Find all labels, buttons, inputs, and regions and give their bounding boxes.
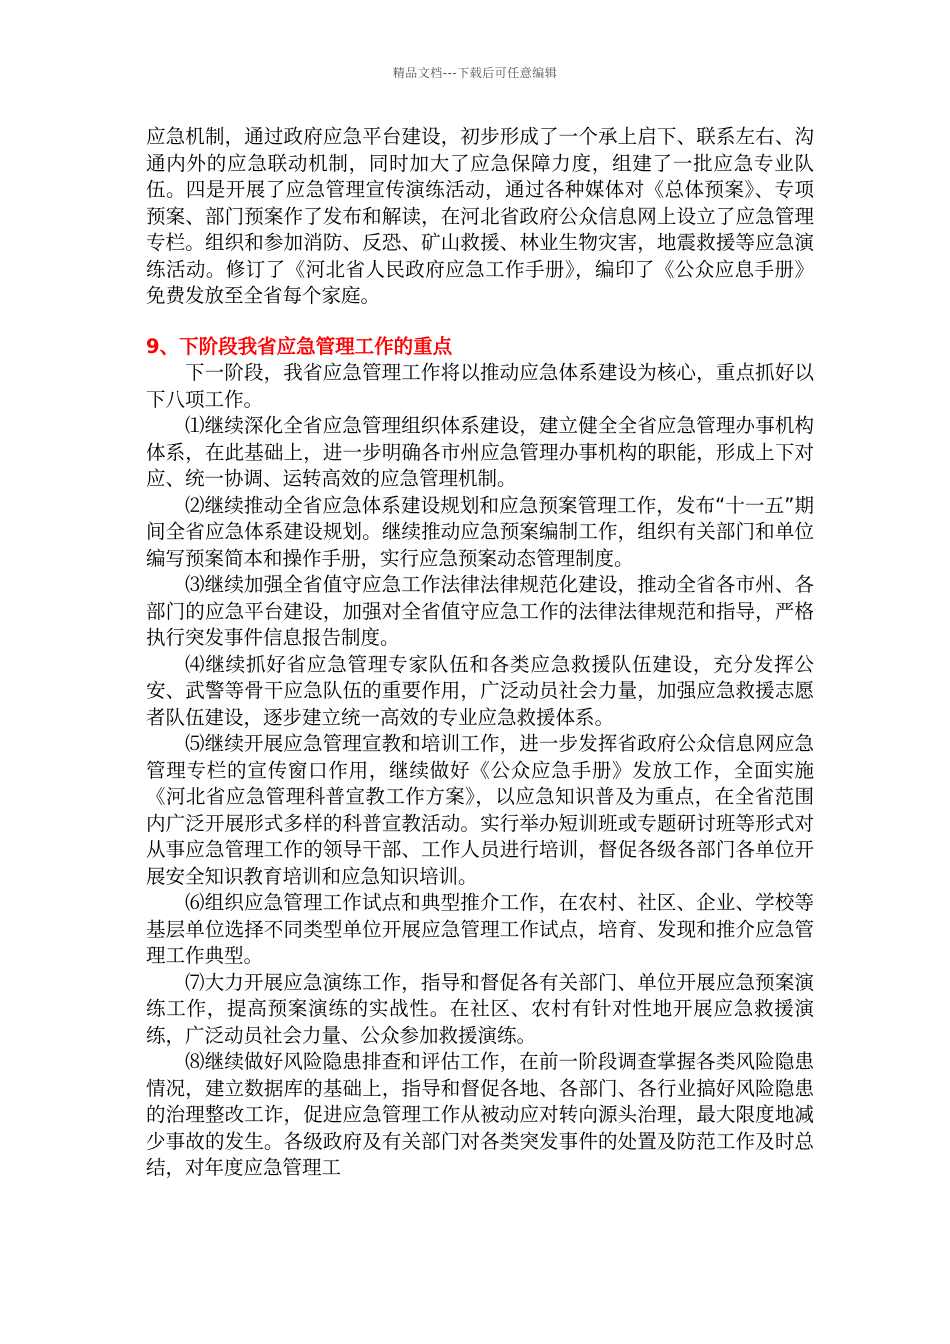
section-lead-paragraph: 下一阶段，我省应急管理工作将以推动应急体系建设为核心，重点抓好以下八项工作。 — [146, 361, 814, 411]
work-item-2: ⑵继续推动全省应急体系建设规划和应急预案管理工作，发布“十一五”期间全省应急体系建设规划。继续推动应急预案编制工作，组织有关部门和单位编写预案简本和操作手册，实行应急预案动态管理制度。 — [146, 493, 814, 570]
document-body — [146, 124, 814, 1182]
work-item-5: ⑸继续开展应急管理宣教和培训工作，进一步发挥省政府公众信息网应急管理专栏的宣传窗口作用，继续做好《公众应急手册》发放工作，全面实施《河北省应急管理科普宣教工作方案》，以应急知识普及为重点，在全省范围内广泛开展形式多样的科普宣教活动。实行举办短训班或专题研讨班等形式对从事应急管理工作的领导干部、工作人员进行培训，督促各级各部门各单位开展安全知识教育培训和应急知识培训。 — [146, 732, 814, 888]
work-item-3: ⑶继续加强全省值守应急工作法律法律规范化建设，推动全省各市州、各部门的应急平台建设，加强对全省值守应急工作的法律法律规范和指导，严格执行突发事件信息报告制度。 — [146, 573, 814, 649]
work-item-4: ⑷继续抓好省应急管理专家队伍和各类应急救援队伍建设，充分发挥公安、武警等骨干应急队伍的重要作用，广泛动员社会力量，加强应急救援志愿者队伍建设，逐步建立统一高效的专业应急救援体系。 — [146, 652, 814, 729]
work-item-7: ⑺大力开展应急演练工作，指导和督促各有关部门、单位开展应急预案演练工作，提高预案演练的实战性。在社区、农村有针对性地开展应急救援演练，广泛动员社会力量、公众参加救援演练。 — [146, 970, 814, 1047]
work-item-6: ⑹组织应急管理工作试点和典型推介工作，在农村、社区、企业、学校等基层单位选择不同类型单位开展应急管理工作试点，培育、发现和推介应急管理工作典型。 — [146, 891, 814, 967]
intro-paragraph: 应急机制，通过政府应急平台建设，初步形成了一个承上启下、联系左右、沟通内外的应急联动机制，同时加大了应急保障力度，组建了一批应急专业队伍。四是开展了应急管理宣传演练活动，通过各种媒体对《总体预案》、专项预案、部门预案作了发布和解读，在河北省政府公众信息网上设立了应急管理专栏。组织和参加消防、反恐、矿山救援、林业生物灾害，地震救援等应急演练活动。修订了《河北省人民政府应急工作手册》，编印了《公众应息手册》免费发放至全省每个家庭。 — [146, 125, 814, 307]
work-item-1: ⑴继续深化全省应急管理组织体系建设，建立健全全省应急管理办事机构体系，在此基础上，进一步明确各市州应急管理办事机构的职能，形成上下对应、统一协调、运转高效的应急管理机制。 — [146, 414, 814, 490]
work-item-8: ⑻继续做好风险隐患排查和评估工作，在前一阶段调查掌握各类风险隐患情况，建立数据库的基础上，指导和督促各地、各部门、各行业搞好风险隐患的治理整改工诈，促进应急管理工作从被动应对转向源头治理，最大限度地减少事故的发生。各级政府及有关部门对各类突发事件的处置及防范工作及时总结，对年度应急管理工 — [146, 1050, 814, 1179]
section-heading: 9、下阶段我省应急管理工作的重点 — [146, 334, 453, 358]
page-header: 精品文档---下载后可任意编辑 — [392, 66, 558, 80]
